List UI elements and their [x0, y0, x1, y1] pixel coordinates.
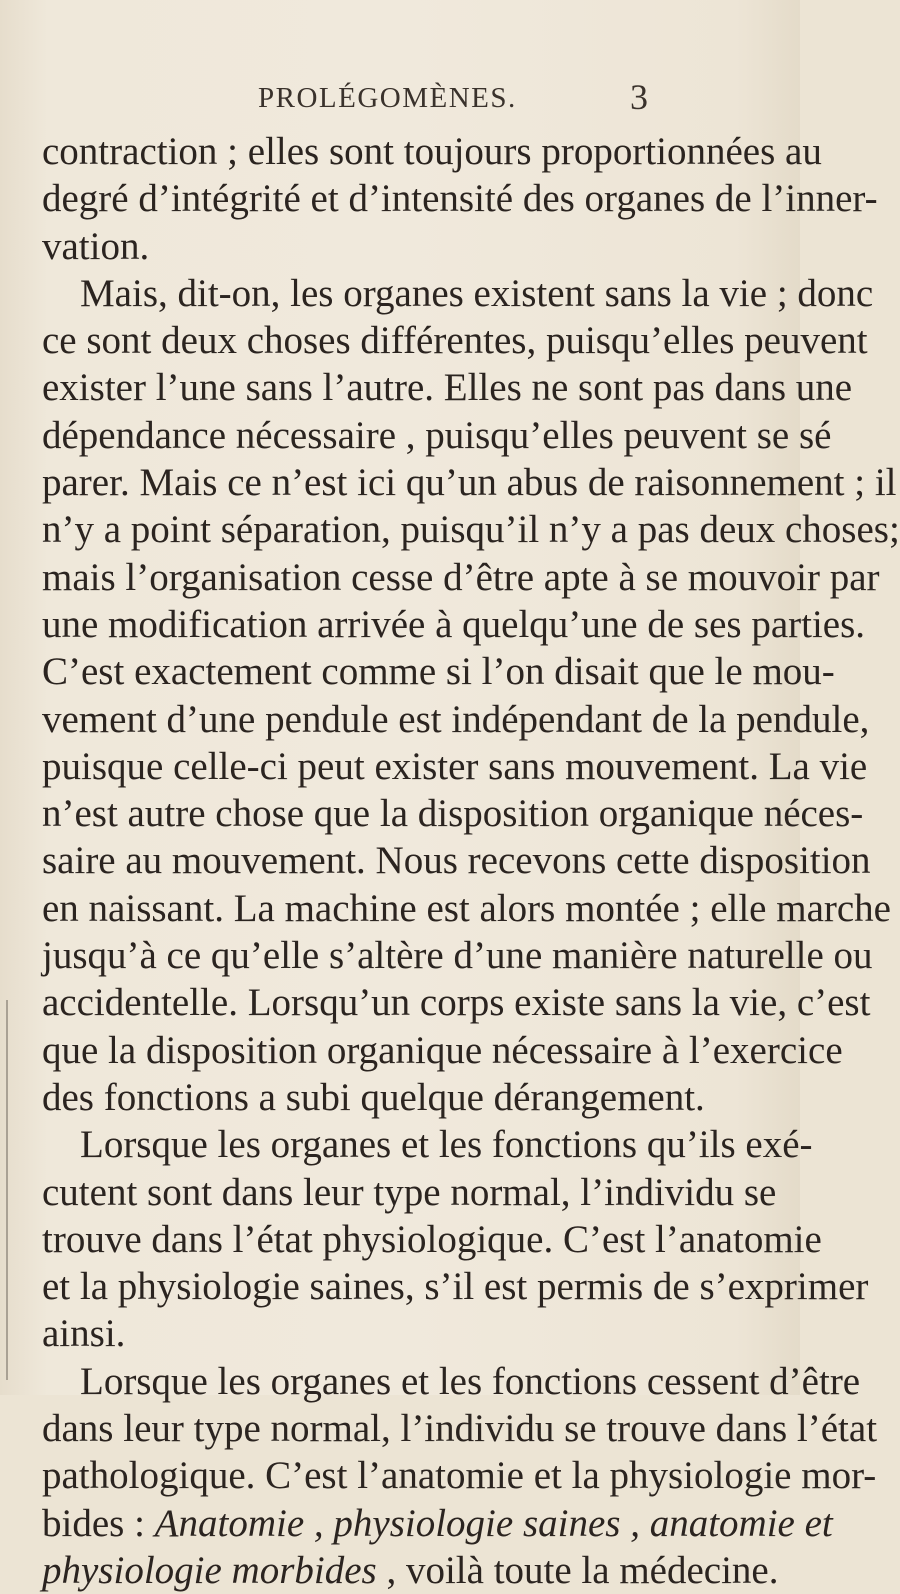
text-line: dans leur type normal, l’individu se trouve dans l’état: [42, 1407, 878, 1451]
body-text: [42, 128, 900, 1594]
text-line: Lorsque les organes et les fonctions qu’ils exé-: [80, 1123, 813, 1167]
text-line: pathologique. C’est l’anatomie et la physiologie mor-: [42, 1454, 877, 1498]
running-title: PROLÉGOMÈNES.: [258, 82, 517, 114]
page-header: [0, 77, 800, 122]
text-line: n’y a point séparation, puisqu’il n’y a pas deux choses;: [42, 508, 900, 552]
text-line: n’est autre chose que la disposition organique néces-: [42, 792, 864, 836]
text-line: dépendance nécessaire , puisqu’elles peuvent se sé: [42, 413, 832, 457]
text-line-italic: [42, 1500, 833, 1547]
text-line: contraction ; elles sont toujours proportionnées au: [42, 130, 822, 173]
page-edge-shadow: [6, 1000, 8, 1380]
text-line: exister l’une sans l’autre. Elles ne sont pas dans une: [42, 366, 853, 410]
text-line: et la physiologie saines, s’il est permis de s’exprimer: [42, 1265, 869, 1309]
text-line: mais l’organisation cesse d’être apte à se mouvoir par: [42, 555, 880, 599]
text-line: des fonctions a subi quelque dérangement.: [42, 1075, 705, 1119]
text-line: puisque celle-ci peut exister sans mouvement. La vie: [42, 744, 868, 788]
text-line: ce sont deux choses différentes, puisqu’elles peuvent: [42, 319, 868, 363]
text-run: bides :: [42, 1501, 155, 1545]
text-line: en naissant. La machine est alors montée ; elle marche: [42, 886, 891, 930]
text-line: jusqu’à ce qu’elle s’altère d’une manière naturelle ou: [42, 934, 873, 978]
text-line: Lorsque les organes et les fonctions cessent d’être: [80, 1359, 861, 1403]
text-line: trouve dans l’état physiologique. C’est l’anatomie: [42, 1217, 822, 1261]
text-line: ainsi.: [42, 1312, 126, 1356]
italic-run: Anatomie , physiologie saines , anatomie et: [154, 1501, 833, 1545]
italic-run: physiologie morbides: [42, 1548, 377, 1592]
text-line: une modification arrivée à quelqu’une de ses parties.: [42, 602, 866, 646]
text-line: accidentelle. Lorsqu’un corps existe sans la vie, c’est: [42, 981, 871, 1025]
page-number: 3: [630, 77, 648, 117]
text-line: vation.: [42, 224, 150, 268]
text-line: cutent sont dans leur type normal, l’individu se: [42, 1170, 777, 1214]
text-line: Mais, dit-on, les organes existent sans la vie ; donc: [80, 271, 874, 315]
text-line: C’est exactement comme si l’on disait que le mou-: [42, 650, 835, 694]
text-line: vement d’une pendule est indépendant de la pendule,: [42, 697, 870, 741]
text-run: , voilà toute la médecine.: [376, 1548, 779, 1592]
text-line-italic: [42, 1547, 779, 1594]
text-line: saire au mouvement. Nous recevons cette disposition: [42, 839, 871, 883]
text-line: degré d’intégrité et d’intensité des organes de l’inner-: [42, 177, 878, 221]
text-line: que la disposition organique nécessaire à l’exercice: [42, 1028, 843, 1072]
text-line: parer. Mais ce n’est ici qu’un abus de raisonnement ; il: [42, 461, 897, 505]
